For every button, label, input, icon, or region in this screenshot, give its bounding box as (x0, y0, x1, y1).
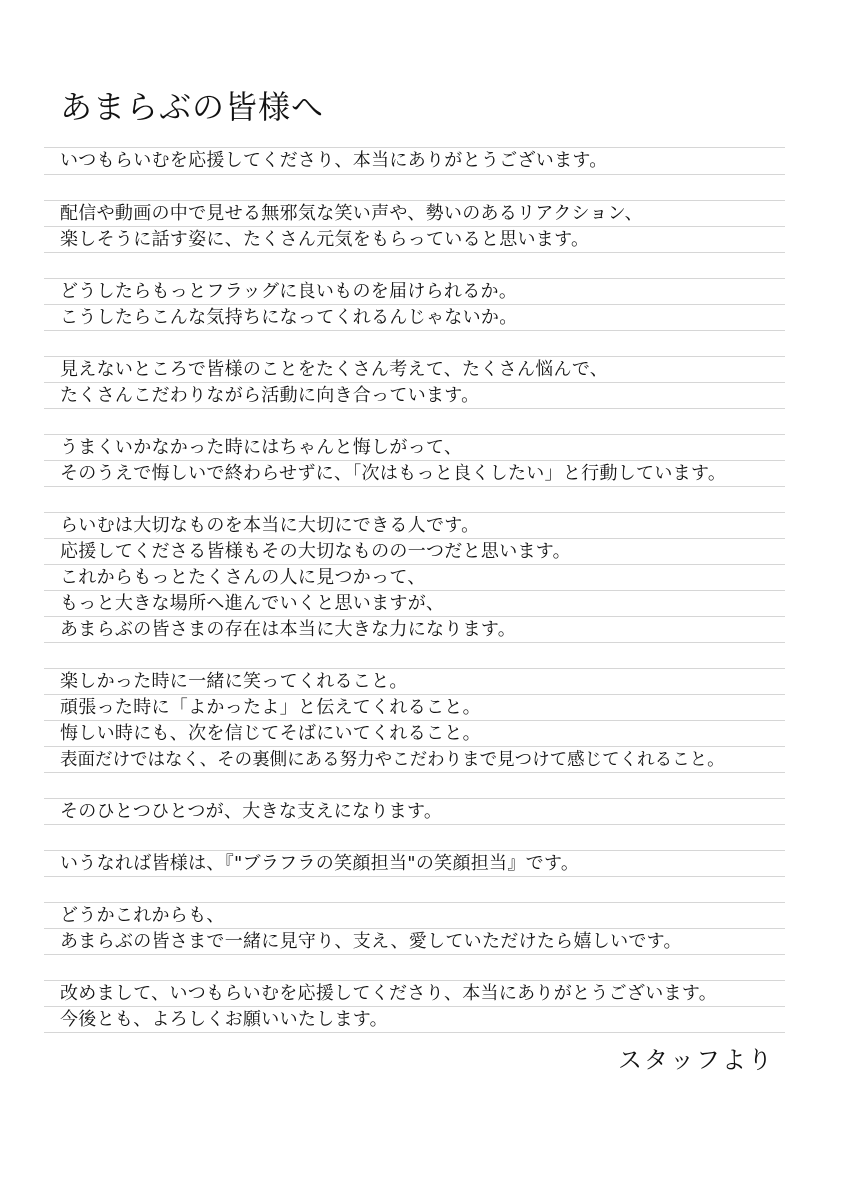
ruled-line (44, 564, 785, 565)
letter-title: あまらぶの皆様へ (60, 88, 325, 126)
ruled-line (44, 304, 785, 305)
ruled-line (44, 590, 785, 591)
ruled-line (44, 668, 785, 669)
ruled-line (44, 694, 785, 695)
letter-line: どうかこれからも、 (60, 905, 225, 926)
letter-line: こうしたらこんな気持ちになってくれるんじゃないか。 (60, 307, 518, 328)
ruled-line (44, 616, 785, 617)
letter-line: 見えないところで皆様のことをたくさん考えて、たくさん悩んで、 (60, 359, 609, 380)
ruled-line (44, 434, 785, 435)
ruled-line (44, 278, 785, 279)
letter-line: 改めまして、いつもらいむを応援してくださり、本当にありがとうございます。 (60, 983, 717, 1004)
ruled-line (44, 200, 785, 201)
ruled-line (44, 876, 785, 877)
letter-line: あまらぶの皆さまで一緒に見守り、支え、愛していただけたら嬉しいです。 (60, 931, 682, 952)
ruled-line (44, 147, 785, 148)
letter-line: らいむは大切なものを本当に大切にできる人です。 (60, 515, 480, 536)
letter-line: いうなれば皆様は、『"ブラフラの笑顔担当"の笑顔担当』です。 (60, 853, 580, 874)
ruled-line (44, 174, 785, 175)
ruled-line (44, 382, 785, 383)
ruled-line (44, 824, 785, 825)
letter-line: あまらぶの皆さまの存在は本当に大きな力になります。 (60, 619, 517, 640)
letter-line: そのひとつひとつが、大きな支えになります。 (60, 801, 443, 822)
ruled-line (44, 538, 785, 539)
letter-line: うまくいかなかった時にはちゃんと悔しがって、 (60, 437, 463, 458)
ruled-line (44, 356, 785, 357)
letter-line: 悔しい時にも、次を信じてそばにいてくれること。 (60, 723, 481, 744)
ruled-line (44, 850, 785, 851)
ruled-line (44, 772, 785, 773)
letter-line: 配信や動画の中で見せる無邪気な笑い声や、勢いのあるリアクション、 (60, 203, 643, 224)
ruled-line (44, 408, 785, 409)
ruled-line (44, 798, 785, 799)
letter-line: 表面だけではなく、その裏側にある努力やこだわりまで見つけて感じてくれること。 (60, 750, 725, 770)
ruled-line (44, 460, 785, 461)
letter-line: これからもっとたくさんの人に見つかって、 (60, 567, 426, 588)
ruled-line (44, 746, 785, 747)
ruled-line (44, 1006, 785, 1007)
ruled-line (44, 642, 785, 643)
letter-line: 応援してくださる皆様もその大切なものの一つだと思います。 (60, 541, 571, 562)
letter-line: どうしたらもっとフラッグに良いものを届けられるか。 (60, 281, 518, 302)
ruled-line (44, 330, 785, 331)
letter-line: もっと大きな場所へ進んでいくと思いますが、 (60, 593, 445, 614)
ruled-line (44, 980, 785, 981)
ruled-line (44, 512, 785, 513)
letter-line: 今後とも、よろしくお願いいたします。 (60, 1009, 388, 1030)
letter-line: いつもらいむを応援してくださり、本当にありがとうございます。 (60, 150, 608, 171)
letter-line: 楽しかった時に一緒に笑ってくれること。 (60, 671, 408, 692)
letter-line: 頑張った時に「よかったよ」と伝えてくれること。 (60, 697, 481, 718)
ruled-line (44, 252, 785, 253)
ruled-line (44, 1032, 785, 1033)
ruled-line (44, 486, 785, 487)
letter-line: そのうえで悔しいで終わらせずに、「次はもっと良くしたい」と行動しています。 (60, 463, 727, 484)
ruled-line (44, 928, 785, 929)
letter-line: たくさんこだわりながら活動に向き合っています。 (60, 385, 480, 406)
ruled-line (44, 226, 785, 227)
letter-signature: スタッフより (618, 1046, 774, 1074)
ruled-line (44, 720, 785, 721)
letter-line: 楽しそうに話す姿に、たくさん元気をもらっていると思います。 (60, 229, 590, 250)
ruled-line (44, 902, 785, 903)
ruled-line (44, 954, 785, 955)
